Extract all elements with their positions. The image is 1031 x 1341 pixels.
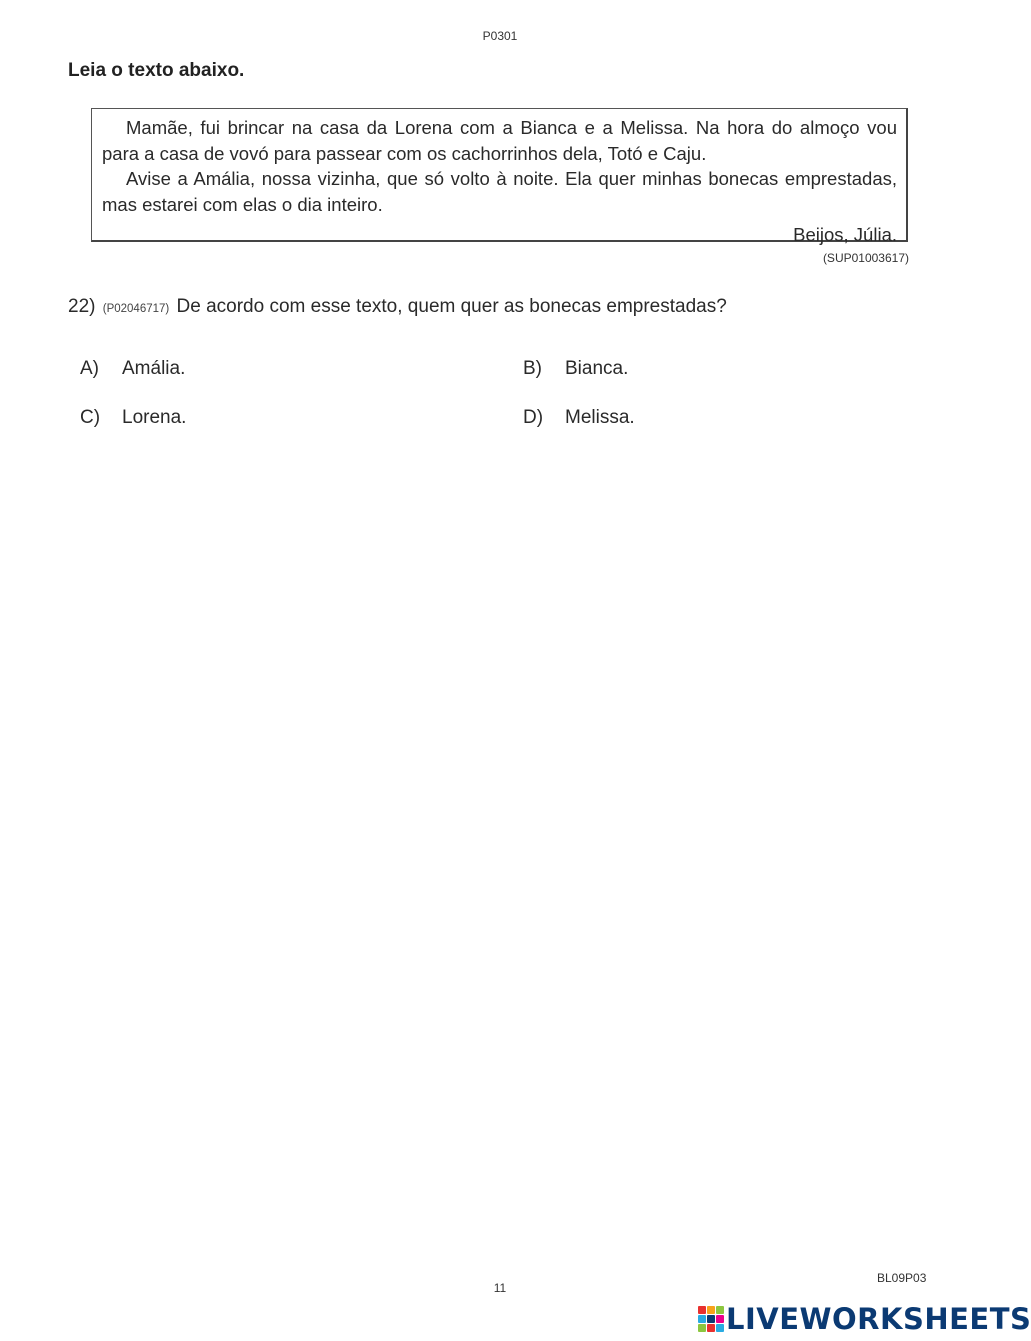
option-c[interactable]	[80, 407, 186, 429]
logo-cell	[698, 1324, 706, 1332]
logo-cell	[716, 1315, 724, 1323]
reading-signature: Beijos, Júlia.	[793, 224, 897, 245]
liveworksheets-wordmark: LIVEWORKSHEETS	[726, 1302, 1031, 1336]
reading-text-box	[91, 108, 908, 245]
question-text: De acordo com esse texto, quem quer as bonecas emprestadas?	[176, 296, 727, 317]
logo-cell	[698, 1306, 706, 1314]
page-number: 11	[493, 1281, 507, 1295]
logo-cell	[698, 1315, 706, 1323]
option-d[interactable]	[523, 407, 635, 429]
question-number: 22)	[68, 296, 96, 317]
instruction-heading: Leia o texto abaixo.	[68, 60, 245, 81]
option-c-letter: C)	[80, 407, 101, 428]
option-d-letter: D)	[523, 407, 544, 428]
logo-cell	[707, 1315, 715, 1323]
reading-paragraph-2: Avise a Amália, nossa vizinha, que só volto à noite. Ela quer minhas bonecas emprestadas, mas estarei com elas o dia inteiro.	[102, 168, 897, 215]
logo-cell	[716, 1324, 724, 1332]
booklet-code: BL09P03	[877, 1271, 927, 1285]
option-b[interactable]	[523, 358, 628, 380]
logo-cell	[716, 1306, 724, 1314]
page-code: P0301	[482, 29, 518, 43]
option-b-text: Bianca.	[565, 358, 629, 379]
liveworksheets-logo-icon	[698, 1306, 724, 1332]
question-code: (P02046717)	[102, 303, 170, 315]
logo-cell	[707, 1306, 715, 1314]
source-code: (SUP01003617)	[822, 251, 909, 265]
liveworksheets-brand[interactable]	[698, 1301, 1031, 1337]
reading-paragraph-1: Mamãe, fui brincar na casa da Lorena com a Bianca e a Melissa. Na hora do almoço vou para a casa de vovó para passear com os cachorrinhos dela, Totó e Caju.	[102, 117, 897, 164]
option-a[interactable]	[80, 358, 185, 380]
option-b-letter: B)	[523, 358, 542, 379]
question-22	[68, 296, 727, 318]
option-a-text: Amália.	[122, 358, 186, 379]
option-c-text: Lorena.	[122, 407, 187, 428]
option-a-letter: A)	[80, 358, 99, 379]
logo-cell	[707, 1324, 715, 1332]
option-d-text: Melissa.	[565, 407, 635, 428]
